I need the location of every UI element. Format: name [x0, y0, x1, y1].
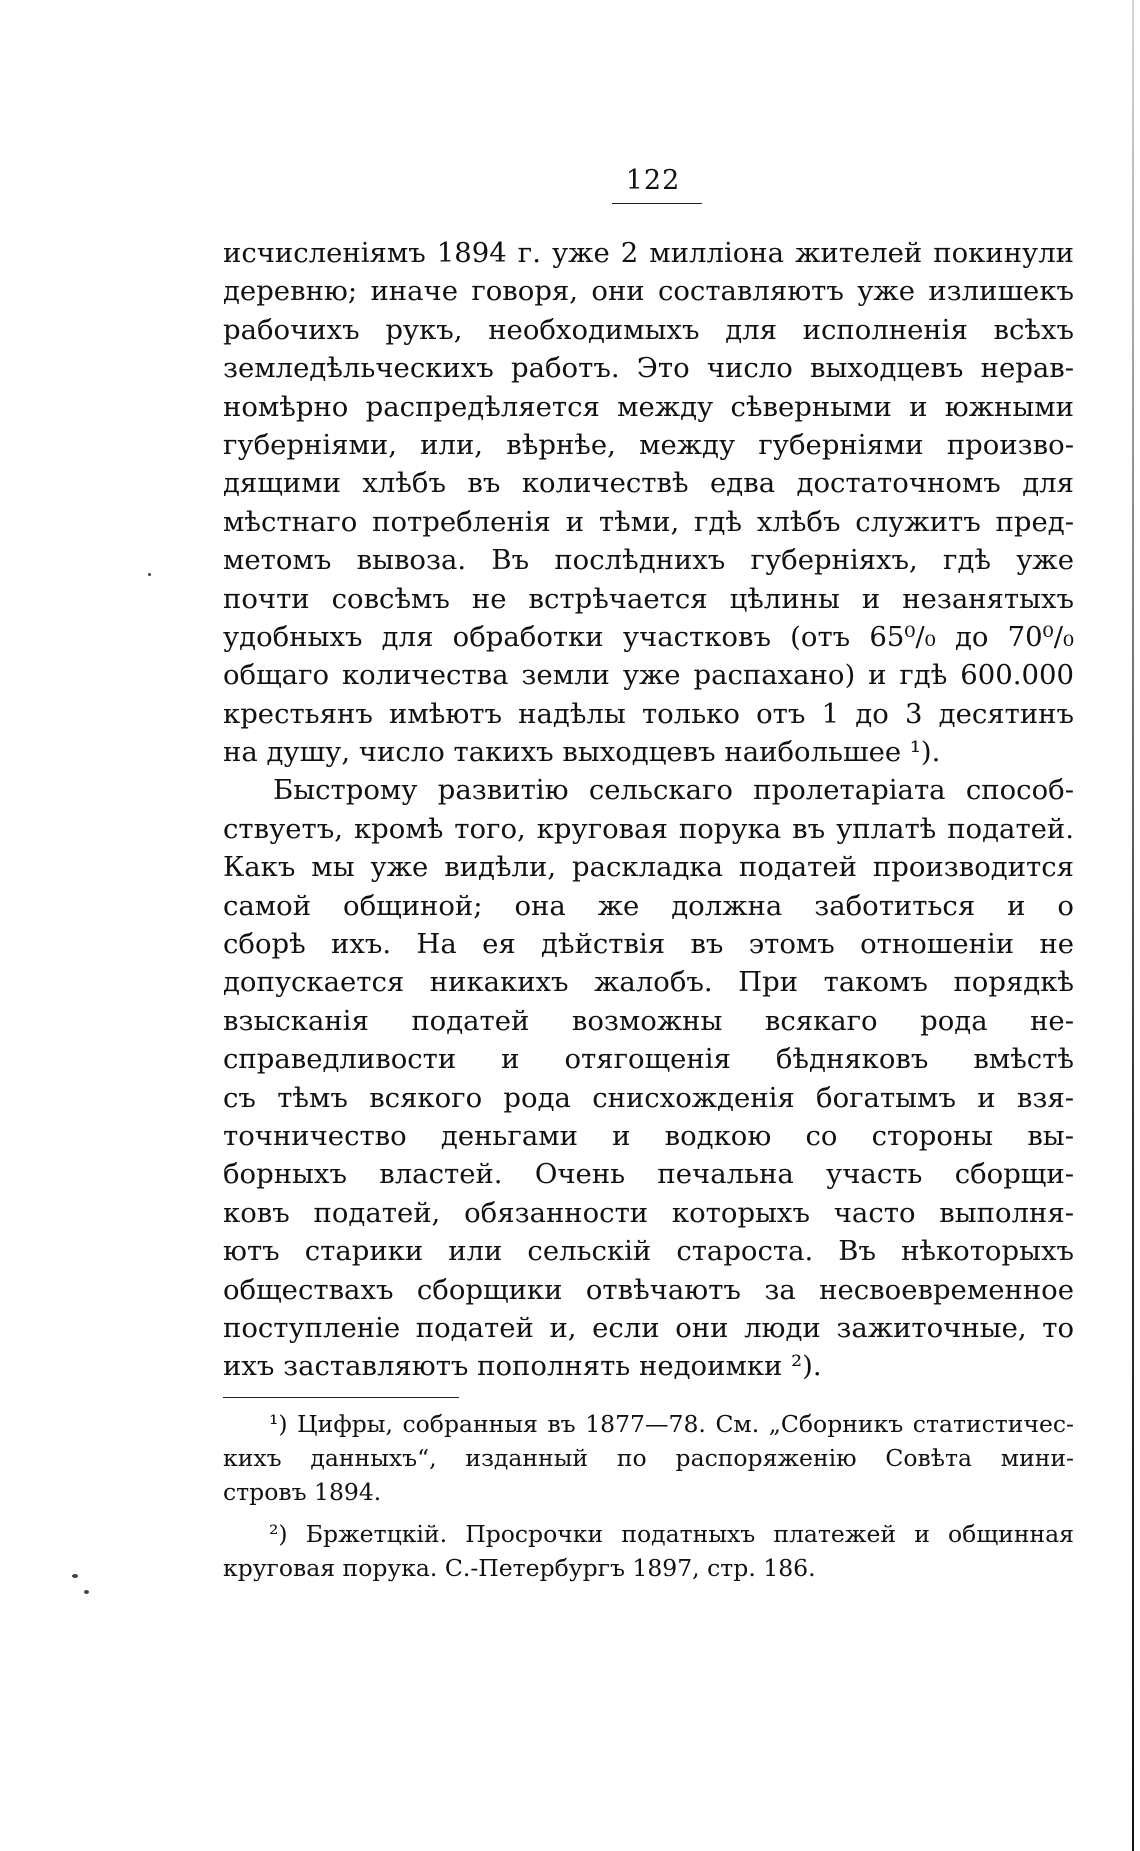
- footnote-line: кихъ данныхъ“, изданный по распоряженію Совѣта мини-: [223, 1444, 1074, 1472]
- body-line: удобныхъ для обработки участковъ (отъ 65⁰/₀ до 70⁰/₀: [223, 620, 1074, 653]
- body-line: почти совсѣмъ не встрѣчается цѣлины и незанятыхъ: [223, 582, 1074, 615]
- footnote-separator: [223, 1397, 459, 1398]
- body-line: съ тѣмъ всякого рода снисхожденія богатымъ и взя-: [223, 1081, 1074, 1114]
- footnote-line: стровъ 1894.: [223, 1478, 382, 1506]
- page-number-rule: [612, 203, 702, 204]
- body-line: обществахъ сборщики отвѣчаютъ за несвоевременное: [223, 1273, 1074, 1306]
- body-text: [223, 234, 1074, 1386]
- body-line: сборѣ ихъ. На ея дѣйствія въ этомъ отношеніи не: [223, 928, 1074, 961]
- body-line: ствуетъ, кромѣ того, круговая порука въ уплатѣ податей.: [223, 812, 1074, 845]
- body-line: ковъ податей, обязанности которыхъ часто выполня-: [223, 1196, 1074, 1229]
- body-line: ютъ старики или сельскій староста. Въ нѣкоторыхъ: [223, 1235, 1074, 1268]
- body-line: на душу, число такихъ выходцевъ наибольшее ¹).: [223, 736, 941, 769]
- body-line: ихъ заставляютъ пополнять недоимки ²).: [223, 1350, 822, 1383]
- body-line: земледѣльческихъ работъ. Это число выходцевъ нерав-: [223, 352, 1074, 385]
- scan-speck: [84, 1590, 89, 1594]
- body-line: допускается никакихъ жалобъ. При такомъ порядкѣ: [223, 966, 1074, 999]
- body-line: губерніями, или, вѣрнѣе, между губерніями произво-: [223, 428, 1074, 461]
- body-line: Быстрому развитію сельскаго пролетаріата способ-: [273, 774, 1074, 807]
- body-line: дящими хлѣбъ въ количествѣ едва достаточномъ для: [223, 467, 1074, 500]
- body-line: точничество деньгами и водкою со стороны вы-: [223, 1119, 1074, 1152]
- body-line: крестьянъ имѣютъ надѣлы только отъ 1 до 3 десятинъ: [223, 697, 1074, 730]
- footnotes: [223, 1407, 1074, 1585]
- body-line: номѣрно распредѣляется между сѣверными и южными: [223, 390, 1074, 423]
- body-line: взысканія податей возможны всякаго рода не-: [223, 1004, 1074, 1037]
- page-edge-shadow: [1132, 0, 1134, 1851]
- body-line: справедливости и отягощенія бѣдняковъ вмѣстѣ: [223, 1043, 1074, 1076]
- page-number: 122: [625, 165, 681, 196]
- body-line: самой общиной; она же должна заботиться и о: [223, 889, 1074, 922]
- footnote-gap: [223, 1509, 1074, 1517]
- body-line: мѣстнаго потребленія и тѣми, гдѣ хлѣбъ служитъ пред-: [223, 505, 1074, 538]
- scan-speck: [72, 1574, 78, 1578]
- body-line: рабочихъ рукъ, необходимыхъ для исполненія всѣхъ: [223, 313, 1074, 346]
- footnote-line: ¹) Цифры, собранныя въ 1877—78. См. „Сборникъ статистичес-: [269, 1410, 1074, 1438]
- footnote-1: [223, 1407, 1074, 1509]
- body-line: борныхъ властей. Очень печальна участь сборщи-: [223, 1158, 1074, 1191]
- footnote-2: [223, 1517, 1074, 1585]
- footnote-line: ²) Бржетцкій. Просрочки податныхъ платежей и общинная: [269, 1520, 1074, 1548]
- footnote-line: круговая порука. С.-Петербургъ 1897, стр. 186.: [223, 1554, 816, 1582]
- body-line: исчисленіямъ 1894 г. уже 2 милліона жителей покинули: [223, 237, 1074, 269]
- body-line: деревню; иначе говоря, они составляютъ уже излишекъ: [223, 275, 1074, 308]
- body-line: общаго количества земли уже распахано) и гдѣ 600.000: [223, 659, 1074, 692]
- body-line: метомъ вывоза. Въ послѣднихъ губерніяхъ, гдѣ уже: [223, 544, 1074, 577]
- scan-speck: [148, 573, 151, 576]
- body-line: поступленіе податей и, если они люди зажиточные, то: [223, 1311, 1074, 1344]
- body-line: Какъ мы уже видѣли, раскладка податей производится: [223, 851, 1074, 884]
